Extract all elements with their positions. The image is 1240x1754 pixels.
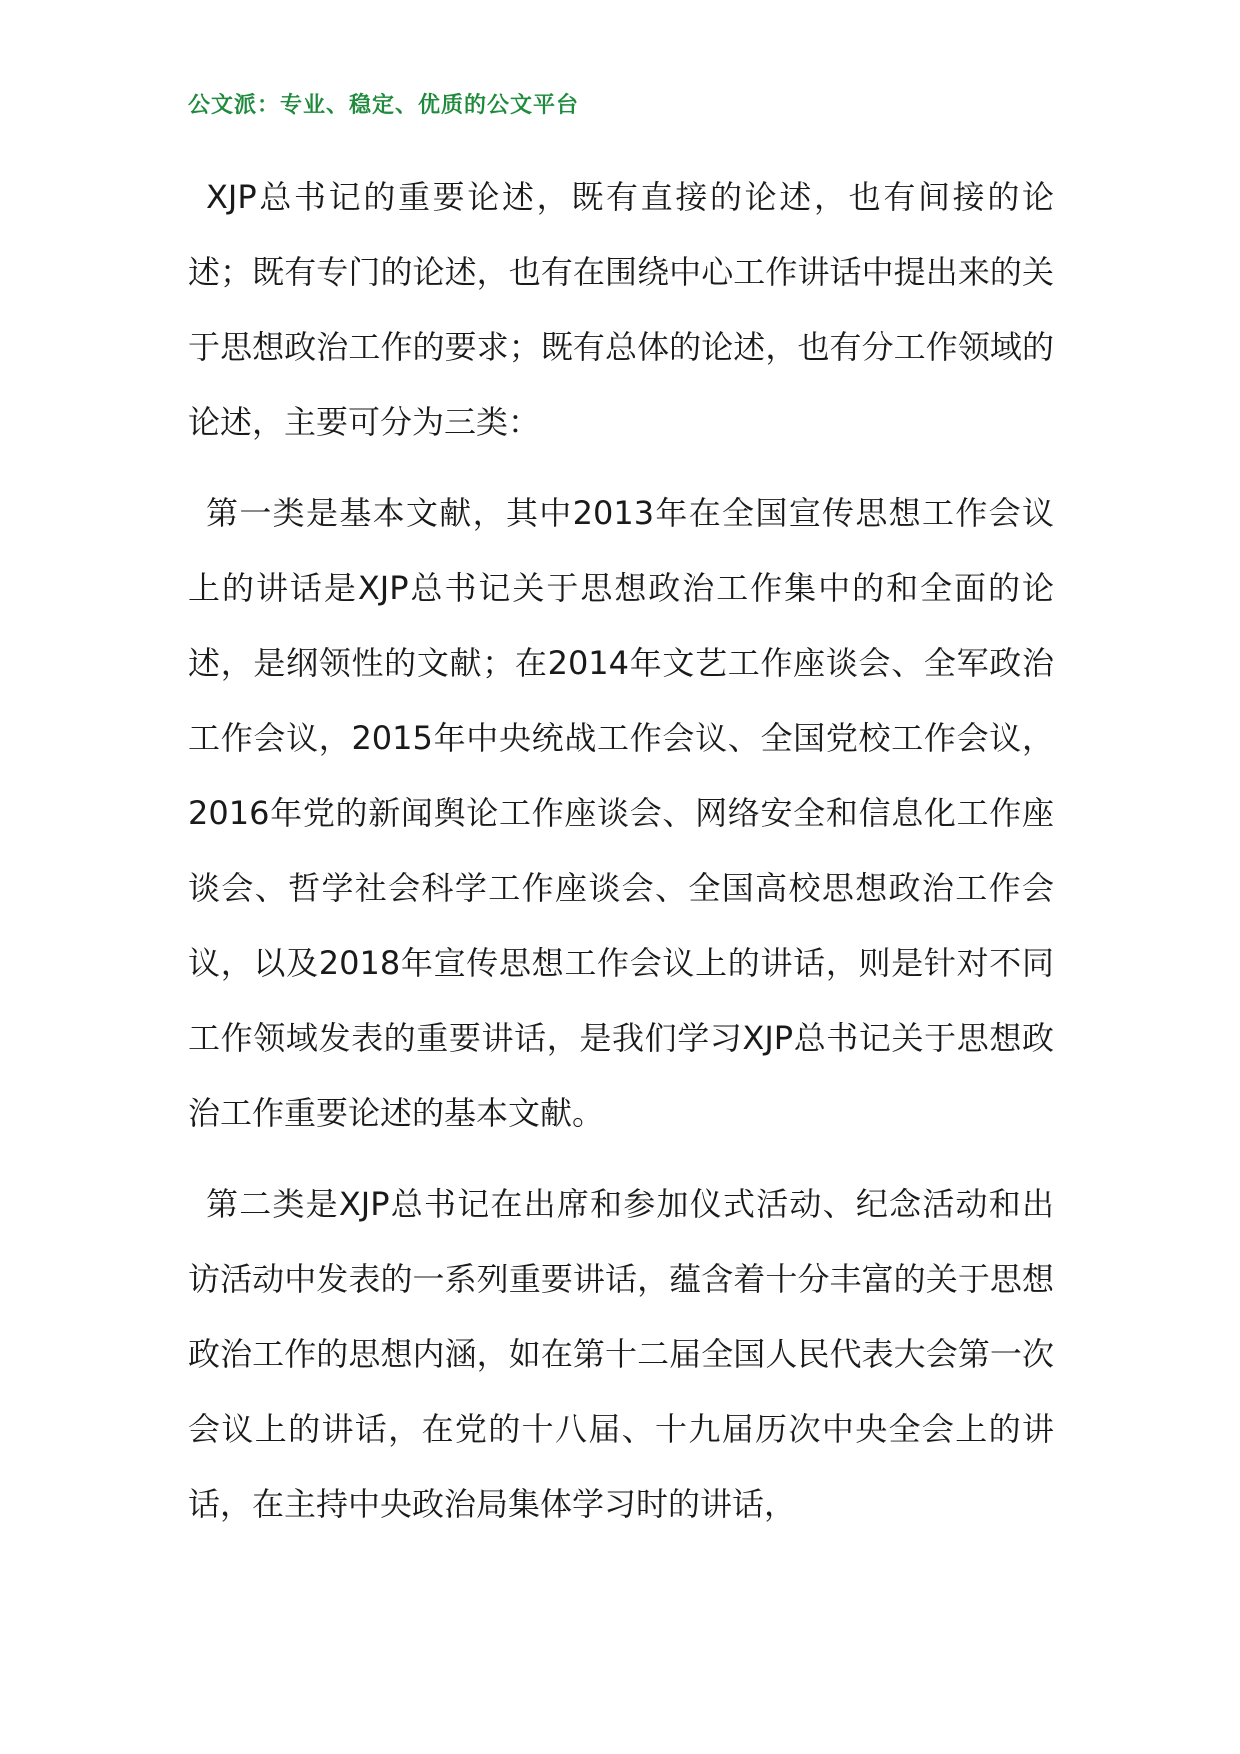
platform-header: 公文派：专业、稳定、优质的公文平台 (188, 92, 580, 118)
paragraph-intro: XJP总书记的重要论述，既有直接的论述，也有间接的论述；既有专门的论述，也有在围绕中心工作讲话中提出来的关于思想政治工作的要求；既有总体的论述，也有分工作领域的论述，主要可分为三类： (188, 178, 1054, 441)
document-body (188, 160, 1054, 1558)
paragraph-category-one: 第一类是基本文献，其中2013年在全国宣传思想工作会议上的讲话是XJP总书记关于思想政治工作集中的和全面的论述，是纲领性的文献；在2014年文艺工作座谈会、全军政治工作会议，2015年中央统战工作会议、全国党校工作会议，2016年党的新闻舆论工作座谈会、网络安全和信息化工作座谈会、哲学社会科学工作座谈会、全国高校思想政治工作会议，以及2018年宣传思想工作会议上的讲话，则是针对不同工作领域发表的重要讲话，是我们学习XJP总书记关于思想政治工作重要论述的基本文献。 (188, 494, 1054, 1132)
paragraph-category-two: 第二类是XJP总书记在出席和参加仪式活动、纪念活动和出访活动中发表的一系列重要讲话，蕴含着十分丰富的关于思想政治工作的思想内涵，如在第十二届全国人民代表大会第一次会议上的讲话，在党的十八届、十九届历次中央全会上的讲话，在主持中央政治局集体学习时的讲话， (188, 1185, 1054, 1523)
